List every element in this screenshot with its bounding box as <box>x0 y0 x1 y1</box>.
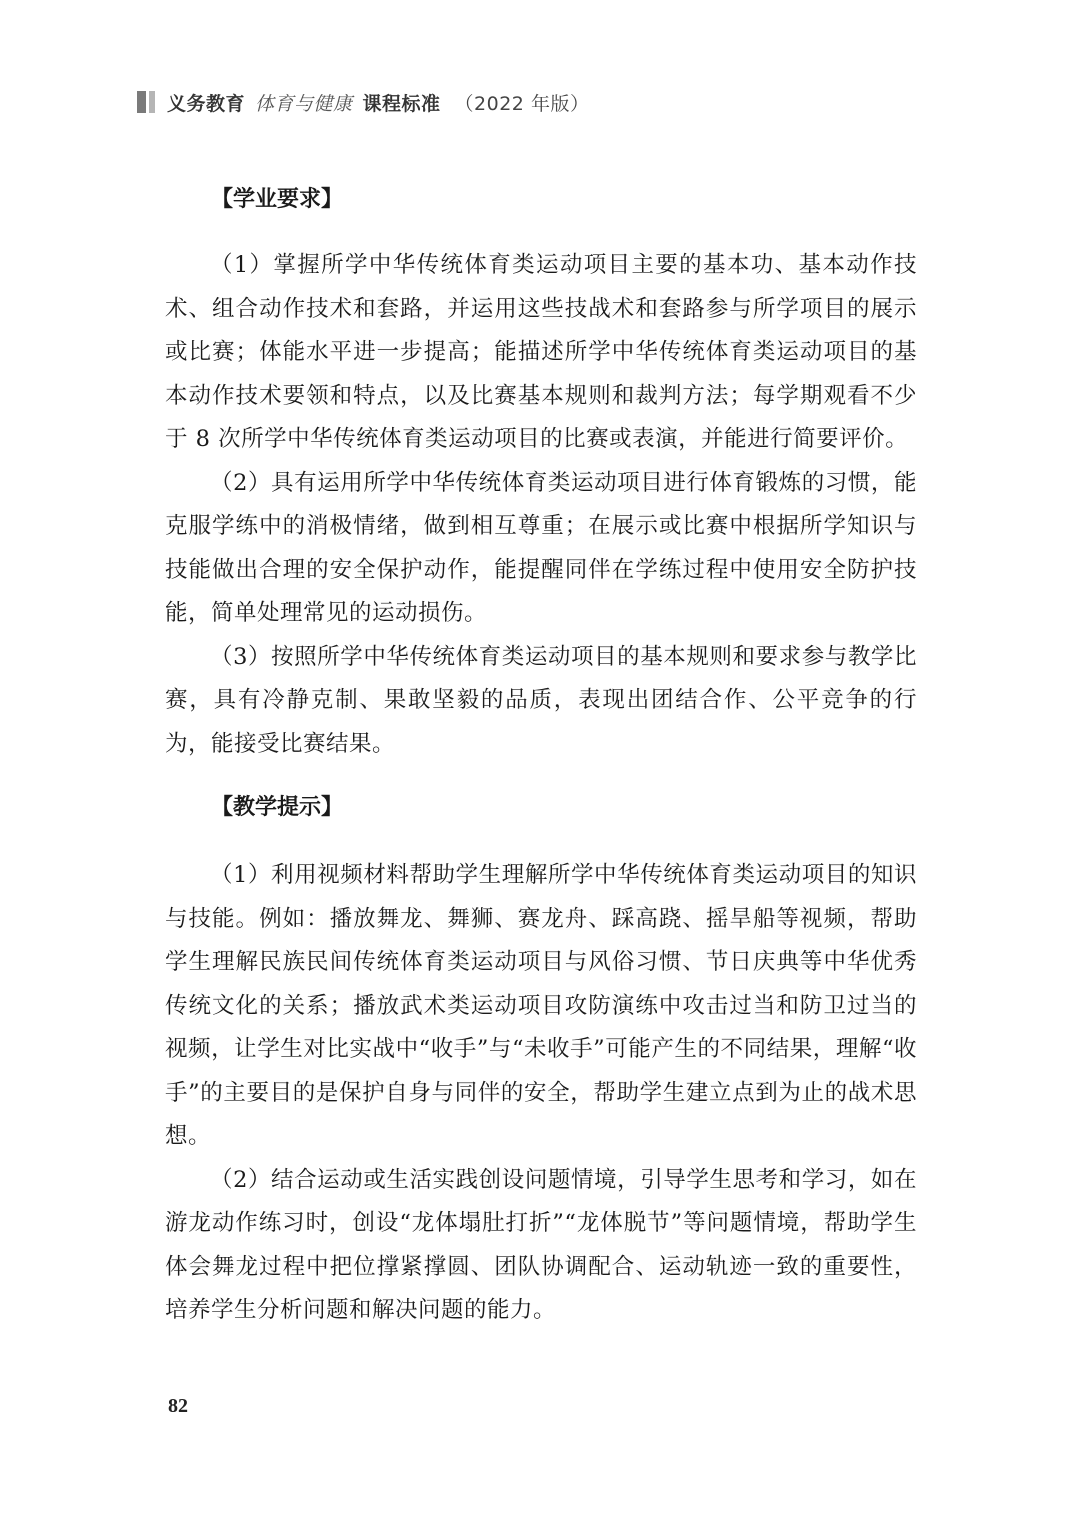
paragraph: （3）按照所学中华传统体育类运动项目的基本规则和要求参与教学比赛，具有冷静克制、果敢坚毅的品质，表现出团结合作、公平竞争的行为，能接受比赛结果。 <box>165 643 917 757</box>
paragraph: （1）掌握所学中华传统体育类运动项目主要的基本功、基本动作技术、组合动作技术和套路，并运用这些技战术和套路参与所学项目的展示或比赛；体能水平进一步提高；能描述所学中华传统体育类运动项目的基本动作技术要领和特点，以及比赛基本规则和裁判方法；每学期观看不少于 8 次所学中华传统体育类运动项目的比赛或表演，并能进行简要评价。 <box>165 252 917 452</box>
section-heading-academic-requirements: 【学业要求】 <box>211 187 344 212</box>
header-bar-light <box>149 91 155 113</box>
header-title-subject: 体育与健康 <box>255 92 353 115</box>
header-edition: （2022 年版） <box>454 92 590 115</box>
running-header <box>137 88 589 116</box>
section-heading-teaching-tips: 【教学提示】 <box>211 795 344 820</box>
paragraph: （2）具有运用所学中华传统体育类运动项目进行体育锻炼的习惯，能克服学练中的消极情绪，做到相互尊重；在展示或比赛中根据所学知识与技能做出合理的安全保护动作，能提醒同伴在学练过程中使用安全防护技能，简单处理常见的运动损伤。 <box>165 469 917 626</box>
paragraph: （1）利用视频材料帮助学生理解所学中华传统体育类运动项目的知识与技能。例如：播放舞龙、舞狮、赛龙舟、踩高跷、摇旱船等视频，帮助学生理解民族民间传统体育类运动项目与风俗习惯、节日庆典等中华优秀传统文化的关系；播放武术类运动项目攻防演练中攻击过当和防卫过当的视频，让学生对比实战中“收手”与“未收手”可能产生的不同结果，理解“收手”的主要目的是保护自身与同伴的安全，帮助学生建立点到为止的战术思想。 <box>165 862 917 1149</box>
header-title-part3: 课程标准 <box>362 92 441 115</box>
paragraph: （2）结合运动或生活实践创设问题情境，引导学生思考和学习，如在游龙动作练习时，创设“龙体塌肚打折”“龙体脱节”等问题情境，帮助学生体会舞龙过程中把位撑紧撑圆、团队协调配合、运动轨迹一致的重要性，培养学生分析问题和解决问题的能力。 <box>165 1166 917 1323</box>
header-bar-dark <box>137 91 146 113</box>
page-body <box>165 178 917 1333</box>
header-title-part1: 义务教育 <box>167 92 246 115</box>
header-bar-marker-icon <box>137 91 155 113</box>
page-number: 82 <box>168 1395 188 1417</box>
